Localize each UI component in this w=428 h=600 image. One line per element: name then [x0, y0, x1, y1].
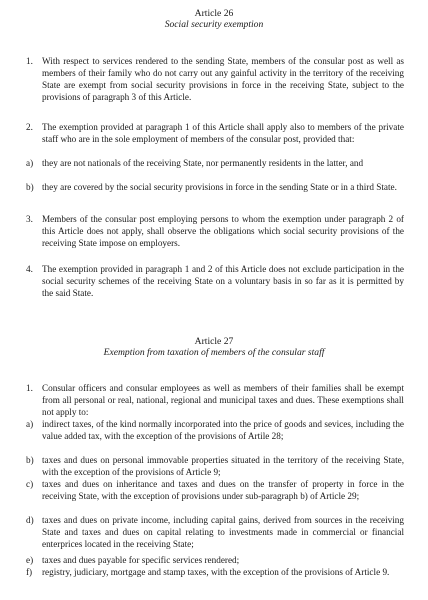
- item-text: they are not nationals of the receiving State, nor permanently residents in the latter, and: [42, 158, 364, 168]
- article-27-subtitle: Exemption from taxation of members of the consular staff: [103, 347, 325, 358]
- article-26-item-b: [26, 181, 404, 193]
- article-26-paragraph-1: [26, 55, 404, 103]
- item-letter: d): [26, 515, 34, 525]
- paragraph-text: Consular officers and consular employees as well as members of their families shall be exempt from all personal or real, national, regional and municipal taxes and dues. These exemptions shall not apply to:: [42, 383, 404, 417]
- item-text: they are covered by the social security provisions in force in the sending State or in a third State.: [42, 182, 397, 192]
- item-letter: a): [26, 158, 34, 168]
- article-27-heading: [0, 336, 428, 358]
- paragraph-text: The exemption provided in paragraph 1 and 2 of this Article does not exclude participation in the social security schemes of the receiving State on a voluntary basis in so far as it is permitted by the said State.: [42, 264, 404, 298]
- item-text: registry, judiciary, mortgage and stamp taxes, with the exception of the provisions of Article 9.: [42, 567, 390, 577]
- paragraph-text: Members of the consular post employing persons to whom the exemption under paragraph 2 of this Article does not apply, shall observe the obligations which social security provisions of the receiving State impose on employers.: [42, 214, 404, 248]
- item-letter: f): [26, 567, 33, 577]
- paragraph-text: The exemption provided at paragraph 1 of this Article shall apply also to members of the private staff who are in the sole employment of members of the consular post, provided that:: [42, 122, 404, 144]
- item-text: taxes and dues payable for specific services rendered;: [42, 555, 240, 565]
- item-text: taxes and dues on private income, including capital gains, derived from sources in the receiving State and taxes and dues on capital relating to investments made in commercial or financial enterprices located in the receiving State;: [42, 515, 404, 549]
- article-27-item-e: [26, 554, 404, 566]
- article-27-item-a: [26, 418, 404, 442]
- item-text: taxes and dues on personal immovable properties situated in the territory of the receiving State, with the exception of the provisions of Article 9;: [42, 455, 404, 477]
- paragraph-text: With respect to services rendered to the sending State, members of the consular post as well as members of their family who do not carry out any gainful activity in the territory of the receiving State are exempt from social security provisions in force in the receiving State, subject to the provisions of paragraph 3 of this Article.: [42, 56, 404, 102]
- paragraph-number: 4.: [26, 264, 33, 274]
- item-text: taxes and dues on inheritance and taxes and dues on the transfer of property in force in the receiving State, with the exception of provisions under sub-paragraph b) of Article 29;: [42, 479, 404, 501]
- article-26-paragraph-2: [26, 121, 404, 145]
- paragraph-number: 3.: [26, 214, 33, 224]
- article-27-item-c: [26, 478, 404, 502]
- item-text: indirect taxes, of the kind normally incorporated into the price of goods and sevices, including the value added tax, with the exception of the provisions of Artile 28;: [42, 419, 404, 441]
- paragraph-number: 2.: [26, 122, 33, 132]
- article-26-title: Article 26: [194, 8, 234, 19]
- article-27-title: Article 27: [194, 336, 234, 347]
- item-letter: b): [26, 182, 34, 192]
- article-27-item-f: [26, 566, 404, 578]
- article-27-item-d: [26, 514, 404, 550]
- article-26-paragraph-4: [26, 263, 404, 299]
- paragraph-number: 1.: [26, 383, 33, 393]
- item-letter: e): [26, 555, 34, 565]
- article-26-subtitle: Social security exemption: [164, 19, 264, 30]
- article-27-item-b: [26, 454, 404, 478]
- item-letter: a): [26, 419, 34, 429]
- item-letter: c): [26, 479, 34, 489]
- article-26-heading: [0, 8, 428, 30]
- article-27-paragraph-1: [26, 382, 404, 418]
- article-26-paragraph-3: [26, 213, 404, 249]
- item-letter: b): [26, 455, 34, 465]
- paragraph-number: 1.: [26, 56, 33, 66]
- article-26-item-a: [26, 157, 404, 169]
